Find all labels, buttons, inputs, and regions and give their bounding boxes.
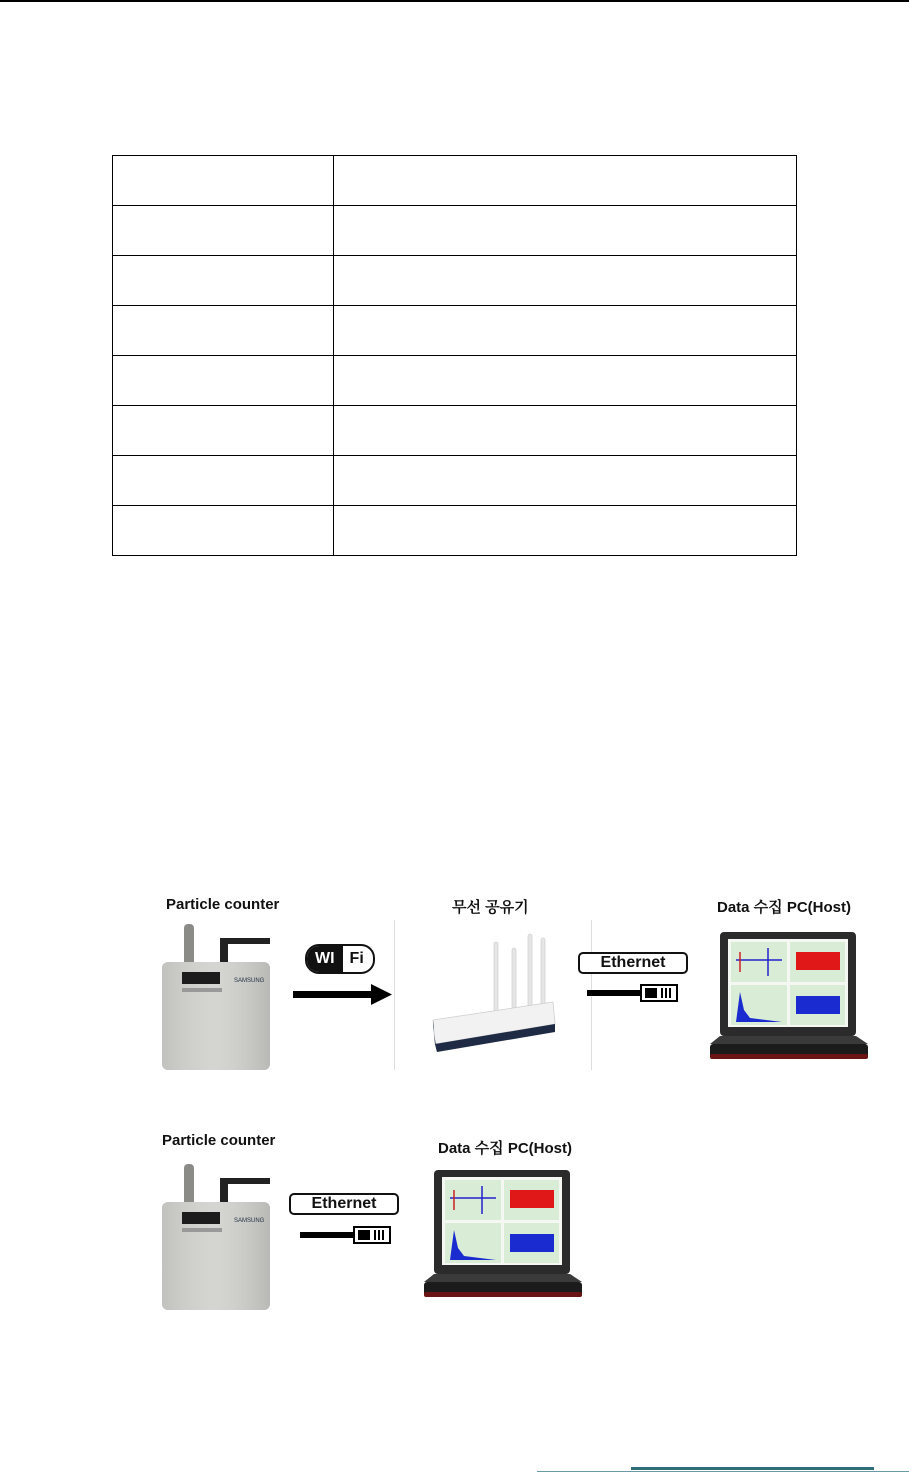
table-row — [113, 356, 797, 406]
wifi-badge-icon — [305, 944, 375, 974]
device-brand: SAMSUNG — [234, 978, 265, 984]
table-cell-value — [334, 256, 797, 306]
diagram1-router-label: 무선 공유기 — [452, 899, 529, 916]
diagram1-host-laptop-image — [710, 930, 868, 1062]
diagram1-device-label: Particle counter — [166, 896, 280, 913]
table-cell-label — [113, 356, 334, 406]
wifi-arrow-icon — [293, 982, 393, 1008]
table-cell-value — [334, 356, 797, 406]
router-image — [394, 920, 592, 1070]
spec-table — [112, 155, 797, 556]
wifi-right-text: Fi — [349, 950, 364, 967]
table-row — [113, 156, 797, 206]
table-cell-label — [113, 256, 334, 306]
diagram2-host-laptop-image — [424, 1168, 582, 1300]
table-cell-value — [334, 156, 797, 206]
particle-counter-image — [158, 922, 276, 1072]
table-row — [113, 256, 797, 306]
diagram2-ethernet-cable-icon — [300, 1224, 392, 1246]
device-brand-2: SAMSUNG — [234, 1218, 265, 1224]
table-row — [113, 406, 797, 456]
table-cell-value — [334, 406, 797, 456]
diagram2-ethernet-label: Ethernet — [289, 1193, 399, 1215]
diagram1-ethernet-label: Ethernet — [578, 952, 688, 974]
table-row — [113, 206, 797, 256]
header-rule — [0, 0, 909, 2]
diagram2-host-label: Data 수집 PC(Host) — [438, 1140, 572, 1157]
diagram1-host-label: Data 수집 PC(Host) — [717, 899, 851, 916]
particle-counter-image-2 — [158, 1162, 276, 1312]
footer-accent-rule — [631, 1467, 874, 1470]
diagram1-ethernet-cable-icon — [587, 982, 679, 1004]
table-cell-label — [113, 306, 334, 356]
table-cell-value — [334, 506, 797, 556]
footer-rule — [537, 1471, 909, 1472]
table-row — [113, 506, 797, 556]
table-cell-label — [113, 456, 334, 506]
table-cell-value — [334, 206, 797, 256]
diagram2-device-label: Particle counter — [162, 1132, 276, 1149]
table-row — [113, 456, 797, 506]
wifi-left-text: WI — [307, 946, 343, 972]
table-cell-label — [113, 406, 334, 456]
table-cell-value — [334, 306, 797, 356]
table-cell-value — [334, 456, 797, 506]
table-cell-label — [113, 206, 334, 256]
table-cell-label — [113, 506, 334, 556]
table-row — [113, 306, 797, 356]
table-cell-label — [113, 156, 334, 206]
